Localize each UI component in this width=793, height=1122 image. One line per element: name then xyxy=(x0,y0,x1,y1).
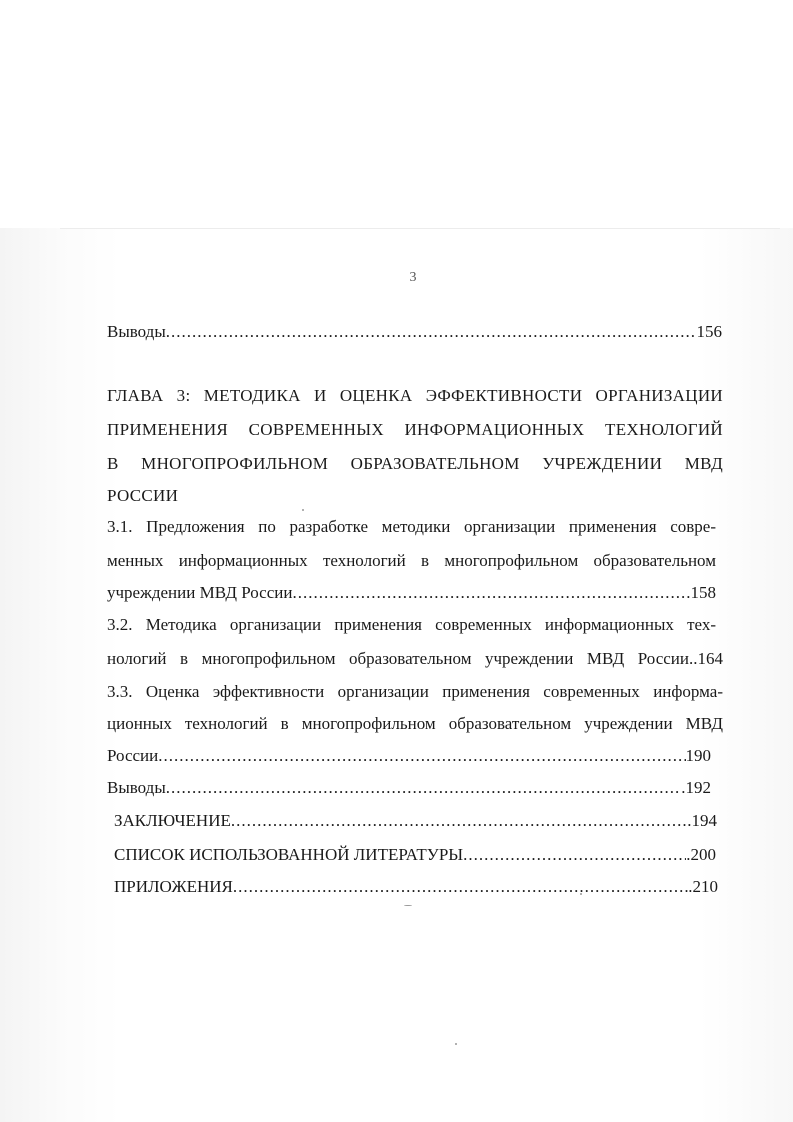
toc-leader-dots xyxy=(231,811,687,831)
toc-entry-page: 156 xyxy=(696,322,722,341)
toc-entry-page: .210 xyxy=(688,877,718,896)
toc-entry-page: .192 xyxy=(681,778,711,797)
toc-entry-page: .200 xyxy=(686,845,716,864)
toc-leader-dots xyxy=(233,877,688,897)
section-3-2-line2: нологий в многопрофильном образовательном учреждении МВД России..164 xyxy=(107,649,723,668)
section-3-3-line2: ционных технологий в многопрофильном образовательном учреждении МВД xyxy=(107,714,723,733)
section-3-3-line3 xyxy=(107,746,711,766)
toc-entry-label: Выводы xyxy=(107,322,166,341)
section-3-3-line1: 3.3. Оценка эффективности организации применения современных информа- xyxy=(107,682,723,701)
toc-entry-conclusions-ch3 xyxy=(107,778,711,798)
scan-speck xyxy=(455,1043,457,1045)
toc-entry-conclusion xyxy=(114,811,717,831)
toc-entry-label: ПРИЛОЖЕНИЯ xyxy=(114,877,233,896)
page-number: 3 xyxy=(409,270,417,285)
scan-background xyxy=(0,228,793,1122)
toc-entry-label: Выводы xyxy=(107,778,166,797)
scan-speck xyxy=(580,893,582,895)
chapter3-title-line2: ПРИМЕНЕНИЯ СОВРЕМЕННЫХ ИНФОРМАЦИОННЫХ ТЕХНОЛОГИЙ xyxy=(107,420,723,439)
chapter3-title-line4: РОССИИ xyxy=(107,486,179,505)
toc-leader-dots xyxy=(166,322,697,342)
toc-leader-dots xyxy=(158,746,685,766)
toc-entry-appendices xyxy=(114,877,718,897)
toc-entry-page: .194 xyxy=(687,811,717,830)
toc-leader-dots xyxy=(463,845,686,865)
scan-speck xyxy=(302,509,304,511)
toc-entry-conclusions-ch2 xyxy=(107,322,722,342)
toc-leader-dots xyxy=(292,583,686,603)
section-3-1-line3 xyxy=(107,583,716,603)
section-3-2-line1: 3.2. Методика организации применения современных информационных тех- xyxy=(107,615,716,634)
scan-speck xyxy=(404,905,412,906)
toc-entry-label: России xyxy=(107,746,159,765)
toc-entry-label: учреждении МВД России xyxy=(107,583,293,602)
toc-entry-references xyxy=(114,845,716,865)
section-3-1-line2: менных информационных технологий в многопрофильном образовательном xyxy=(107,551,716,570)
chapter3-title-line1: ГЛАВА 3: МЕТОДИКА И ОЦЕНКА ЭФФЕКТИВНОСТИ ОРГАНИЗАЦИИ xyxy=(107,386,723,405)
toc-entry-page: 190 xyxy=(685,746,711,765)
toc-entry-page: .158 xyxy=(686,583,716,602)
scan-edge-line xyxy=(60,228,780,229)
section-3-1-line1: 3.1. Предложения по разработке методики организации применения совре- xyxy=(107,517,716,536)
toc-entry-label: ЗАКЛЮЧЕНИЕ xyxy=(114,811,231,830)
chapter3-title-line3: В МНОГОПРОФИЛЬНОМ ОБРАЗОВАТЕЛЬНОМ УЧРЕЖДЕНИИ МВД xyxy=(107,454,723,473)
toc-entry-label: СПИСОК ИСПОЛЬЗОВАННОЙ ЛИТЕРАТУРЫ xyxy=(114,845,464,864)
toc-leader-dots xyxy=(166,778,681,798)
